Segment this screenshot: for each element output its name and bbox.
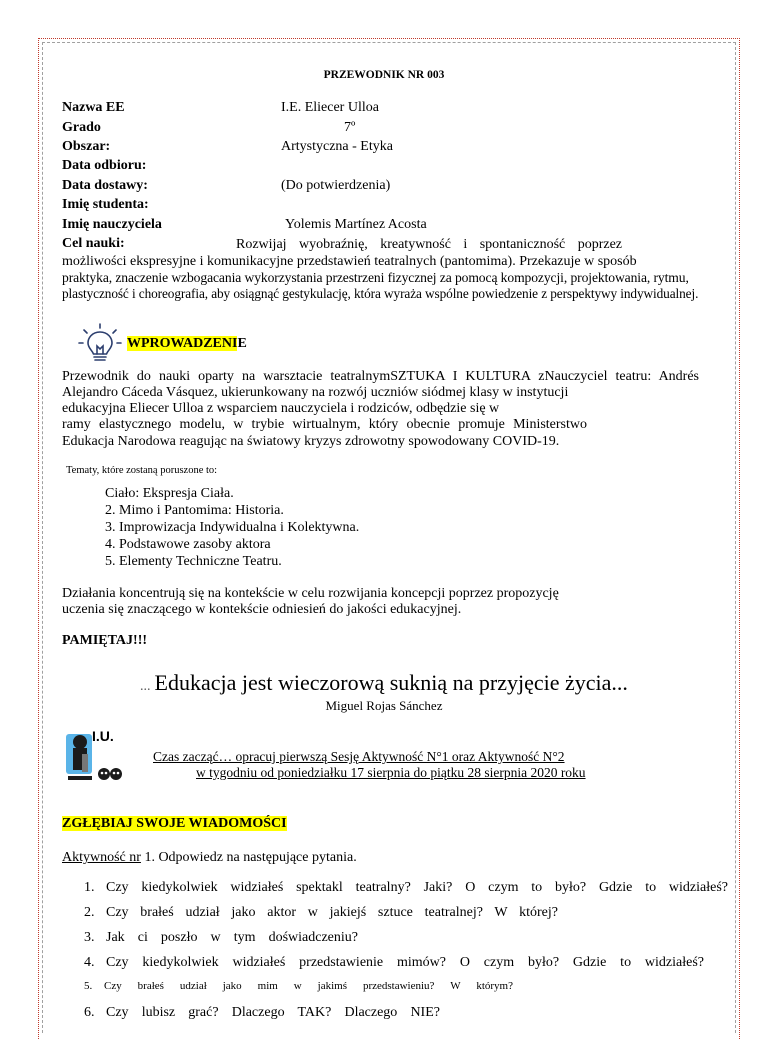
field-label-received: Data odbioru:	[62, 158, 147, 173]
question-text: Czy brałeś udział jako aktor w jakiejś sztuce teatralnej? W której?	[106, 905, 558, 920]
document-title: PRZEWODNIK NR 003	[323, 69, 445, 81]
deepen-heading: ZGŁĘBIAJ SWOJE WIADOMOŚCI	[62, 816, 287, 831]
intro-heading-rest: E	[237, 336, 247, 351]
question-text: Czy lubisz grać? Dlaczego TAK? Dlaczego NIE?	[106, 1005, 440, 1020]
quote-text: Edukacja jest wieczorową suknią na przyjęcie życia...	[154, 670, 628, 695]
topic-item: 3. Improwizacja Indywidualna i Kolektywna.	[105, 520, 360, 535]
quote	[0, 670, 768, 696]
topic-item: 5. Elementy Techniczne Teatru.	[105, 554, 282, 569]
field-value-delivery: (Do potwierdzenia)	[281, 178, 391, 193]
mascot-label: I.U.	[92, 728, 114, 744]
school-mascot-icon	[64, 728, 126, 786]
topic-item: Ciało: Ekspresja Ciała.	[105, 486, 234, 501]
activity-instruction: 1. Odpowiedz na następujące pytania.	[140, 850, 357, 865]
goal-line: Rozwijaj wyobraźnię, kreatywność i spontaniczność poprzez	[236, 237, 622, 252]
intro-line: edukacyjna Eliecer Ulloa z wsparciem nauczyciela i rodziców, odbędzie się w	[62, 401, 500, 416]
intro-heading	[127, 336, 247, 352]
lightbulb-icon	[78, 322, 122, 366]
schedule-line: Czas zacząć… opracuj pierwszą Sesję Aktywność N°1 oraz Aktywność N°2	[153, 749, 565, 764]
intro-heading-highlight: WPROWADZENI	[127, 336, 238, 351]
field-label-delivery: Data dostawy:	[62, 178, 148, 193]
question-number: 6.	[84, 1005, 95, 1020]
activities-line: uczenia się znaczącego w kontekście odniesień do jakości edukacyjnej.	[62, 602, 462, 617]
field-label-student: Imię studenta:	[62, 197, 149, 212]
topics-intro: Tematy, które zostaną poruszone to:	[66, 465, 218, 476]
question-number: 1.	[84, 880, 95, 895]
question-number: 4.	[84, 955, 95, 970]
quote-author: Miguel Rojas Sánchez	[325, 698, 443, 713]
question-text: Jak ci poszło w tym doświadczeniu?	[106, 930, 358, 945]
goal-line: plastyczność i choreografia, aby osiągnąć gestykulację, która wyraża wspólne powiedzenie z perspektywy indywidualnej.	[62, 286, 699, 301]
field-label-grade: Grado	[62, 120, 101, 135]
activities-line: Działania koncentrują się na kontekście w celu rozwijania koncepcji poprzez propozycję	[62, 586, 559, 601]
field-value-teacher: Yolemis Martínez Acosta	[285, 217, 427, 232]
goal-label: Cel nauki:	[62, 236, 125, 251]
question-number: 3.	[84, 930, 95, 945]
activity-1-instruction	[62, 849, 357, 866]
topic-item: 2. Mimo i Pantomima: Historia.	[105, 503, 284, 518]
goal-line: możliwości ekspresyjne i komunikacyjne przedstawień teatralnych (pantomima). Przekazuje w sposób	[62, 254, 637, 269]
schedule-line: w tygodniu od poniedziałku 17 sierpnia do piątku 28 sierpnia 2020 roku	[196, 765, 586, 780]
question-text: Czy brałeś udział jako mim w jakimś przedstawieniu? W którym?	[104, 980, 513, 992]
intro-line: Przewodnik do nauki oparty na warsztacie teatralnymSZTUKA I KULTURA zNauczyciel teatru: Andrés	[62, 369, 699, 384]
field-value-area: Artystyczna - Etyka	[281, 139, 393, 154]
intro-line: Alejandro Cáceda Vásquez, ukierunkowany na rozwój uczniów siódmej klasy w instytucji	[62, 385, 569, 400]
field-label-teacher: Imię nauczyciela	[62, 217, 162, 232]
question-text: Czy kiedykolwiek widziałeś spektakl teatralny? Jaki? O czym to było? Gdzie to widziałeś?	[106, 880, 728, 895]
topic-item: 4. Podstawowe zasoby aktora	[105, 537, 271, 552]
intro-line: ramy elastycznego modelu, w trybie wirtualnym, który obecnie promuje Ministerstwo	[62, 417, 587, 432]
intro-line: Edukacja Narodowa reagując na światowy kryzys zdrowotny spowodowany COVID-19.	[62, 434, 560, 449]
question-number: 5.	[84, 980, 93, 992]
field-value-school: I.E. Eliecer Ulloa	[281, 100, 379, 115]
activity-label: Aktywność nr	[62, 850, 141, 865]
field-label-school: Nazwa EE	[62, 100, 125, 115]
quote-dots: ...	[140, 679, 151, 694]
field-label-area: Obszar:	[62, 139, 111, 154]
goal-line: praktyka, znaczenie wzbogacania wykorzystania przestrzeni fizycznej za pomocą kompozycji, projektowania, rytmu,	[62, 270, 689, 285]
question-text: Czy kiedykolwiek widziałeś przedstawienie mimów? O czym było? Gdzie to widziałeś?	[106, 955, 704, 970]
field-value-grade: 7º	[344, 120, 356, 135]
question-number: 2.	[84, 905, 95, 920]
remember-label: PAMIĘTAJ!!!	[62, 633, 148, 648]
